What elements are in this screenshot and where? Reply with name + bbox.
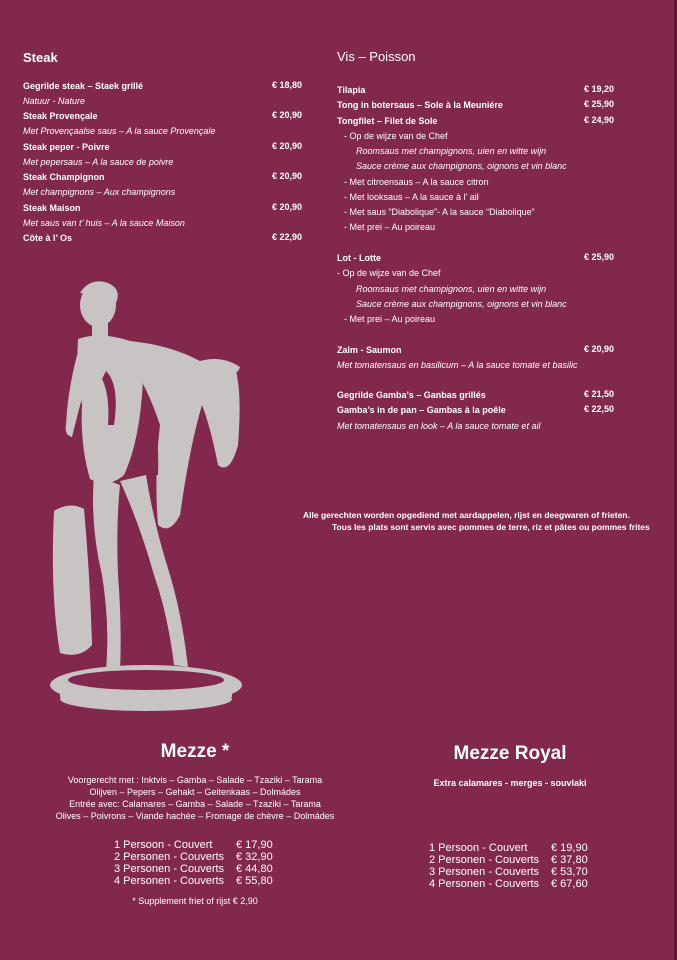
steak-sub-4: Met champignons – Aux champignons bbox=[23, 187, 176, 197]
vis-tong-price: € 25,90 bbox=[584, 99, 615, 109]
mezze-royal-price-value: € 53,70 bbox=[551, 866, 588, 878]
steak-item-5: Steak Maison bbox=[23, 203, 81, 213]
mezze-royal-price-label: 1 Persoon - Couvert bbox=[429, 842, 528, 854]
mezze-price-row bbox=[114, 875, 273, 887]
steak-item-1: Gegrilde steak – Staek grillé bbox=[23, 81, 144, 91]
vis-gamba-2: Gamba’s in de pan – Gambas à la poêle bbox=[337, 405, 506, 415]
tongfilet-line: Roomsaus met champignons, uien en witte wijn bbox=[356, 146, 547, 156]
tongfilet-line: - Met saus “Diabolique”- A la sauce “Diabolique” bbox=[344, 207, 535, 217]
steak-sub-2: Met Provençaalse saus – A la sauce Provençale bbox=[23, 126, 216, 136]
mezze-price-value: € 55,80 bbox=[236, 875, 273, 887]
mezze-line: Entrée avec: Calamares – Gamba – Salade – Tzaziki – Tarama bbox=[69, 799, 321, 809]
mezze-royal-price-label: 4 Personen - Couverts bbox=[429, 878, 540, 890]
mezze-price-label: 4 Personen - Couverts bbox=[114, 875, 225, 887]
lotte-line: - Op de wijze van de Chef bbox=[337, 268, 441, 278]
mezze-title: Mezze * bbox=[160, 741, 230, 762]
steak-sub-5: Met saus van t’ huis – A la sauce Maison bbox=[23, 218, 185, 228]
mezze-line: Olijven – Pepers – Gehakt – Geitenkaas – Dolmádes bbox=[89, 787, 301, 797]
vis-gamba-1: Gegrilde Gamba’s – Ganbas grillés bbox=[337, 390, 486, 400]
mezze-price-label: 3 Personen - Couverts bbox=[114, 863, 225, 875]
tongfilet-line: - Op de wijze van de Chef bbox=[344, 131, 448, 141]
mezze-price-row bbox=[114, 851, 273, 863]
vis-tongfilet: Tongfilet – Filet de Sole bbox=[337, 116, 438, 126]
tongfilet-line: - Met prei – Au poireau bbox=[344, 222, 436, 232]
vis-zalm: Zalm - Saumon bbox=[337, 345, 402, 355]
mezze-royal-price-label: 2 Personen - Couverts bbox=[429, 854, 540, 866]
steak-item-3: Steak peper - Poivre bbox=[23, 142, 110, 152]
vis-gamba-2-sub: Met tomatensaus en look – A la sauce tomate et ail bbox=[337, 421, 541, 431]
steak-title: Steak bbox=[23, 50, 58, 65]
mezze-price-row bbox=[114, 839, 273, 851]
steak-item-4: Steak Champignon bbox=[23, 172, 105, 182]
vis-tong: Tong in botersaus – Sole à la Meuniére bbox=[337, 100, 503, 110]
greek-statue-icon bbox=[50, 275, 250, 720]
steak-price-2: € 20,90 bbox=[272, 110, 303, 120]
tongfilet-line: - Met citroensaus – A la sauce citron bbox=[344, 177, 489, 187]
mezze-price-value: € 17,90 bbox=[236, 839, 273, 851]
lotte-line: Sauce crème aux champignons, oignons et vin blanc bbox=[356, 299, 567, 309]
mezze-price-label: 1 Persoon - Couvert bbox=[114, 839, 213, 851]
vis-tilapia: Tilapia bbox=[337, 85, 366, 95]
mezze-royal-price-value: € 67,60 bbox=[551, 878, 588, 890]
steak-sub-1: Natuur - Nature bbox=[23, 96, 86, 106]
vis-zalm-price: € 20,90 bbox=[584, 344, 615, 354]
tongfilet-line: - Met looksaus – A la sauce à l’ ail bbox=[344, 192, 479, 202]
steak-price-3: € 20,90 bbox=[272, 141, 303, 151]
vis-lotte: Lot - Lotte bbox=[337, 253, 381, 263]
steak-item-6: Côte à l’ Os bbox=[23, 233, 73, 243]
mezze-royal-price-row bbox=[429, 842, 588, 854]
mezze-supplement: * Supplement friet of rijst € 2,90 bbox=[132, 896, 258, 906]
vis-tongfilet-price: € 24,90 bbox=[584, 115, 615, 125]
mezze-royal-title: Mezze Royal bbox=[453, 743, 567, 764]
vis-title: Vis – Poisson bbox=[337, 49, 416, 64]
mezze-price-row bbox=[114, 863, 273, 875]
mezze-royal-price-row bbox=[429, 854, 588, 866]
tongfilet-line: Sauce crème aux champignons, oignons et vin blanc bbox=[356, 161, 567, 171]
steak-price-5: € 20,90 bbox=[272, 202, 303, 212]
vis-gamba-1-price: € 21,50 bbox=[584, 389, 615, 399]
note-line-1: Alle gerechten worden opgediend met aardappelen, rijst en deegwaren of frieten. bbox=[303, 510, 630, 520]
lotte-line: Roomsaus met champignons, uien en witte wijn bbox=[356, 284, 547, 294]
vis-lotte-price: € 25,90 bbox=[584, 252, 615, 262]
steak-price-6: € 22,90 bbox=[272, 232, 303, 242]
steak-price-1: € 18,80 bbox=[272, 80, 303, 90]
steak-price-4: € 20,90 bbox=[272, 171, 303, 181]
steak-sub-3: Met pepersaus – A la sauce de poivre bbox=[23, 157, 174, 167]
note-line-2: Tous les plats sont servis avec pommes de terre, riz et pâtes ou pommes frites bbox=[332, 522, 650, 532]
vis-zalm-sub: Met tomatensaus en basilicum – A la sauce tomate et basilic bbox=[337, 360, 578, 370]
mezze-royal-price-label: 3 Personen - Couverts bbox=[429, 866, 540, 878]
mezze-royal-prices bbox=[429, 842, 588, 890]
lotte-line: - Met prei – Au poireau bbox=[344, 314, 436, 324]
mezze-price-value: € 44,80 bbox=[236, 863, 273, 875]
mezze-price-value: € 32,90 bbox=[236, 851, 273, 863]
mezze-royal-price-value: € 37,80 bbox=[551, 854, 588, 866]
mezze-royal-price-row bbox=[429, 878, 588, 890]
vis-gamba-2-price: € 22,50 bbox=[584, 404, 615, 414]
mezze-line: Voorgerecht met : Inktvis – Gamba – Salade – Tzaziki – Tarama bbox=[67, 775, 323, 785]
mezze-royal-price-value: € 19,90 bbox=[551, 842, 588, 854]
mezze-royal-subtitle: Extra calamares - merges - souvlaki bbox=[433, 778, 587, 788]
mezze-line: Olives – Poivrons – Viande hachée – Fromage de chèvre – Dolmádes bbox=[55, 811, 335, 821]
mezze-price-label: 2 Personen - Couverts bbox=[114, 851, 225, 863]
steak-item-2: Steak Provençale bbox=[23, 111, 98, 121]
vis-tilapia-price: € 19,20 bbox=[584, 84, 615, 94]
mezze-royal-price-row bbox=[429, 866, 588, 878]
mezze-prices bbox=[114, 839, 273, 887]
